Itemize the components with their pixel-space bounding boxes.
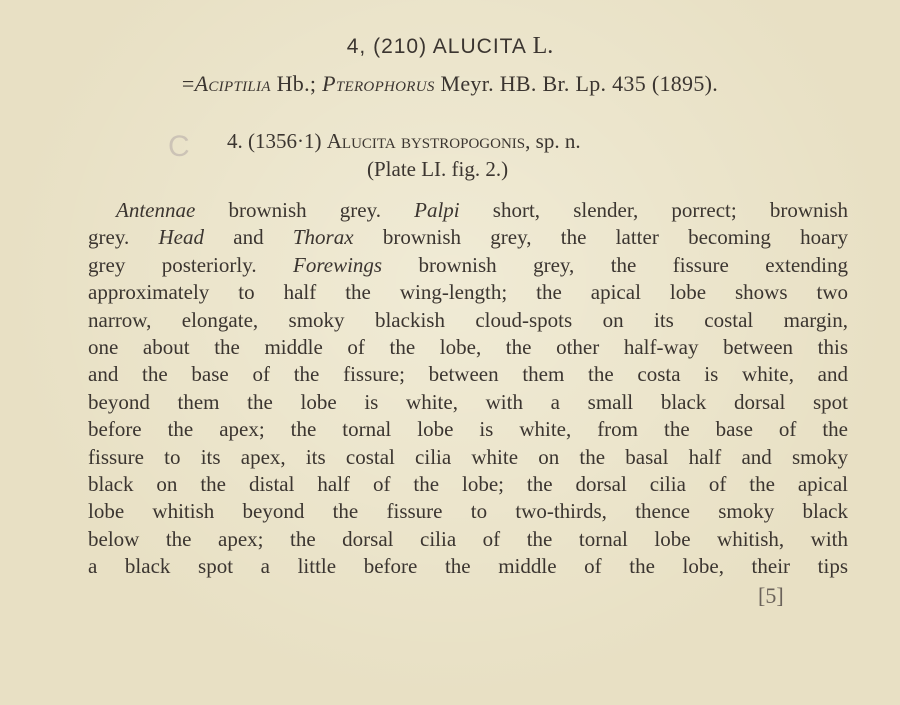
synonym-pterophorus: Pterophorus [322, 71, 435, 96]
species-epithet: bystropogonis, [400, 129, 531, 153]
plate-reference: (Plate LI. fig. 2.) [367, 157, 509, 181]
text-line-8: beyond them the lobe is white, with a small black dorsal spot [88, 389, 848, 414]
species-status: sp. n. [535, 129, 581, 153]
synonym-reference: Meyr. HB. Br. Lp. 435 (1895). [440, 71, 719, 96]
text-span: brownish grey. [195, 198, 415, 222]
text-line-3 [88, 252, 848, 279]
species-genus: Alucita [326, 129, 396, 153]
synonym-author: Hb. [276, 71, 310, 96]
text-span: grey posteriorly. [88, 252, 294, 277]
synonym-aciptilia: Aciptilia [194, 71, 271, 96]
genus-index: (210) [373, 35, 428, 58]
synonymy-prefix: = [181, 71, 195, 96]
text-line-10: fissure to its apex, its costal cilia white on the basal half and smoky [88, 444, 848, 469]
page-number: [5] [758, 583, 784, 608]
faded-stamp-mark: C [168, 130, 190, 163]
description-body [88, 197, 848, 580]
text-line-14: a black spot a little before the middle of the lobe, their tips [88, 554, 848, 579]
text-span: and [203, 225, 293, 250]
text-span: brownish grey, the fissure extending [382, 252, 848, 277]
text-line-7: and the base of the fissure; between them the costa is white, and [88, 362, 848, 387]
term-head: Head [158, 225, 204, 250]
species-number: 4. [227, 129, 243, 153]
text-line-4: approximately to half the wing-length; the apical lobe shows two [88, 280, 848, 305]
genus-heading [0, 33, 900, 60]
species-index: (1356·1) [248, 129, 322, 153]
text-line-6: one about the middle of the lobe, the other half-way between this [88, 334, 848, 359]
text-line-13: below the apex; the dorsal cilia of the tornal lobe whitish, with [88, 526, 848, 551]
term-thorax: Thorax [292, 225, 354, 250]
synonymy-separator: ; [309, 71, 317, 96]
genus-number: 4, [346, 35, 367, 58]
species-heading [227, 129, 581, 154]
synonymy-line [0, 71, 900, 97]
genus-author: L. [532, 33, 554, 59]
text-line-12: lobe whitish beyond the fissure to two-thirds, thence smoky black [88, 499, 848, 524]
genus-name: ALUCITA [432, 35, 526, 58]
text-line-9: before the apex; the tornal lobe is white, from the base of the [88, 417, 848, 442]
text-line-5: narrow, elongate, smoky blackish cloud-spots on its costal margin, [88, 307, 848, 332]
text-line-2 [88, 224, 848, 251]
text-line-11: black on the distal half of the lobe; the dorsal cilia of the apical [88, 471, 848, 496]
text-span: brownish grey, the latter becoming hoary [353, 225, 848, 250]
text-span: short, slender, porrect; brownish [459, 198, 849, 222]
text-line-1 [88, 197, 848, 224]
term-antennae: Antennae [116, 198, 196, 222]
term-palpi: Palpi [414, 198, 460, 222]
term-forewings: Forewings [293, 252, 383, 277]
text-span: grey. [88, 225, 159, 250]
